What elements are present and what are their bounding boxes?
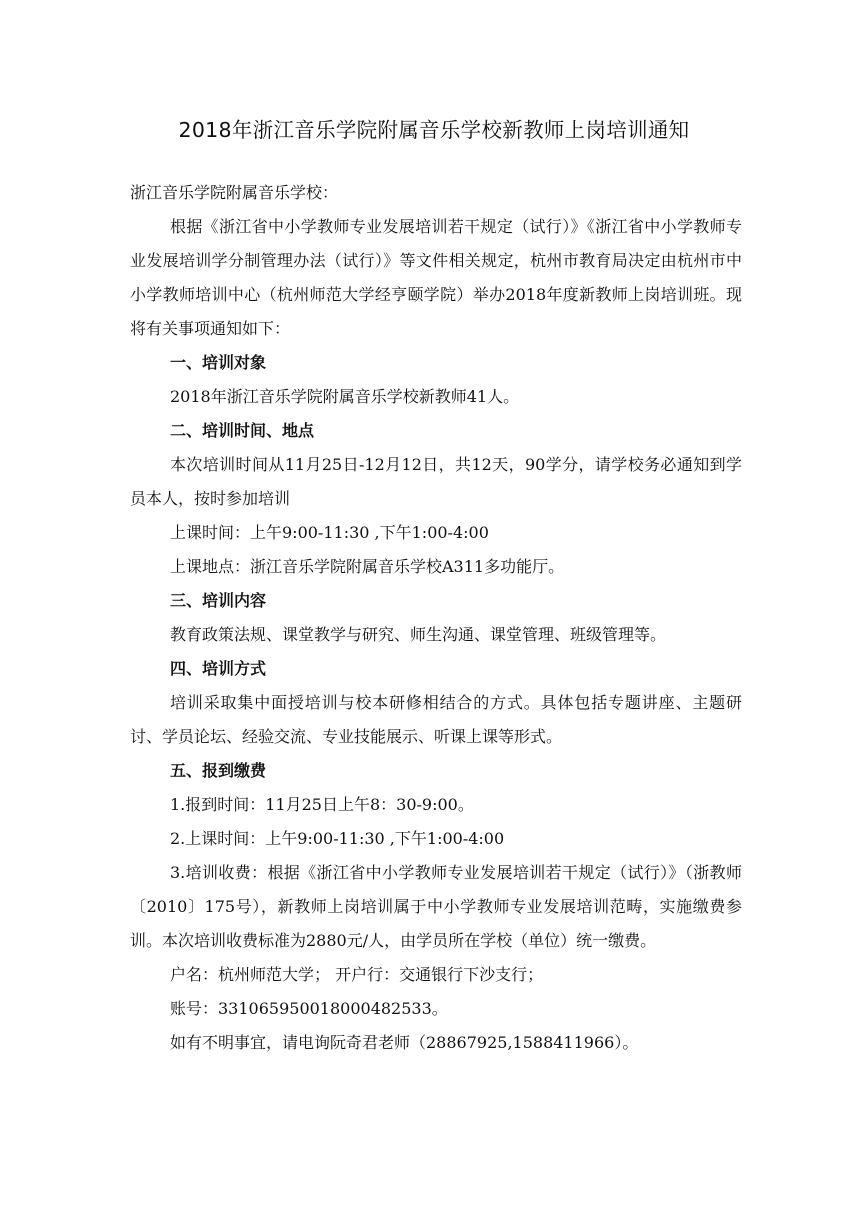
paragraph: 1.报到时间：11月25日上午8：30-9:00。 [170,795,474,814]
document-body [130,176,742,1060]
paragraph: 上课时间：上午9:00-11:30 ,下午1:00-4:00 [170,523,489,542]
paragraph: 2018年浙江音乐学院附属音乐学校新教师41人。 [170,387,520,406]
paragraph: 如有不明事宜，请电询阮奇君老师（28867925,1588411966）。 [170,1033,639,1052]
section-heading-1: 一、培训对象 [170,353,267,372]
section-heading-3: 三、培训内容 [170,591,267,610]
intro-paragraph: 根据《浙江省中小学教师专业发展培训若干规定（试行）》《浙江省中小学教师专业发展培训学分制管理办法（试行）》等文件相关规定，杭州市教育局决定由杭州市中小学教师培训中心（杭州师范大学经亨颐学院）举办2018年度新教师上岗培训班。现将有关事项通知如下： [130,217,742,338]
paragraph: 3.培训收费：根据《浙江省中小学教师专业发展培训若干规定（试行）》（浙教师〔2010〕175号），新教师上岗培训属于中小学教师专业发展培训范畴，实施缴费参训。本次培训收费标准为2880元/人，由学员所在学校（单位）统一缴费。 [130,863,742,950]
paragraph: 培训采取集中面授培训与校本研修相结合的方式。具体包括专题讲座、主题研讨、学员论坛、经验交流、专业技能展示、听课上课等形式。 [130,693,742,746]
paragraph: 账号：331065950018000482533。 [170,999,448,1018]
document-title: 2018年浙江音乐学院附属音乐学校新教师上岗培训通知 [178,118,690,142]
section-heading-4: 四、培训方式 [170,659,267,678]
paragraph: 教育政策法规、课堂教学与研究、师生沟通、课堂管理、班级管理等。 [170,625,667,644]
paragraph: 户名：杭州师范大学； 开户行：交通银行下沙支行； [170,965,544,984]
salutation: 浙江音乐学院附属音乐学校： [130,183,339,202]
section-heading-5: 五、报到缴费 [170,761,267,780]
paragraph: 2.上课时间：上午9:00-11:30 ,下午1:00-4:00 [170,829,505,848]
section-heading-2: 二、培训时间、地点 [170,421,315,440]
paragraph: 本次培训时间从11月25日-12月12日，共12天，90学分，请学校务必通知到学员本人，按时参加培训 [130,455,742,508]
paragraph: 上课地点：浙江音乐学院附属音乐学校A311多功能厅。 [170,557,565,576]
